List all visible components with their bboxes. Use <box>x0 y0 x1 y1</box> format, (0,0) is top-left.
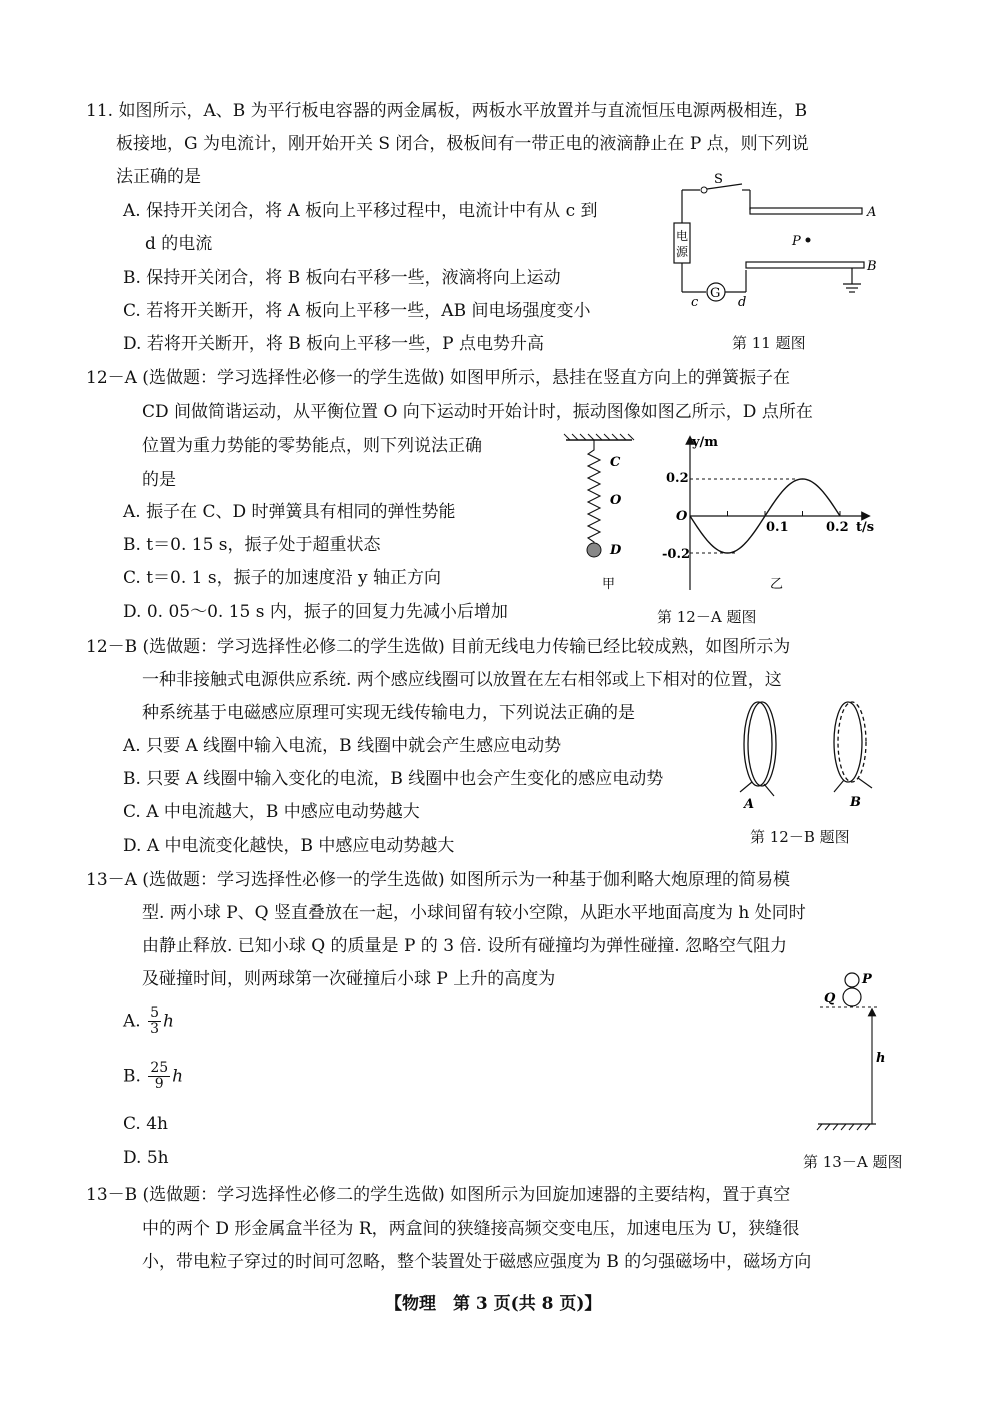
q13a-line-1: 13－A (选做题：学习选择性必修一的学生选做) 如图所示为一种基于伽利略大炮原理的简易模 <box>86 870 790 890</box>
q12b-coils-figure <box>728 696 888 814</box>
q13a-line-4: 及碰撞时间，则两球第一次碰撞后小球 P 上升的高度为 <box>142 969 556 989</box>
q12b-option-b: B. 只要 A 线圈中输入变化的电流，B 线圈中也会产生变化的感应电动势 <box>123 769 664 789</box>
q13a-option-a <box>123 1006 174 1038</box>
q11-label-p: P <box>792 234 801 249</box>
q12a-label-d: D <box>610 543 622 558</box>
q12b-option-c: C. A 中电流越大，B 中感应电动势越大 <box>123 802 420 822</box>
q11-label-c: c <box>691 295 699 310</box>
q13a-line-2: 型. 两小球 P、Q 竖直叠放在一起，小球间留有较小空隙，从距水平地面高度为 h 处同时 <box>142 903 806 923</box>
q11-option-a: A. 保持开关闭合，将 A 板向上平移过程中，电流计中有从 c 到 <box>123 201 598 221</box>
q12b-option-d: D. A 中电流变化越快，B 中感应电动势越大 <box>123 836 455 856</box>
q13a-option-a-den: 3 <box>150 1021 160 1038</box>
q13a-label-q: Q <box>824 991 836 1006</box>
q12a-figure-caption: 第 12－A 题图 <box>657 608 757 626</box>
q12a-line-2: CD 间做简谐运动，从平衡位置 O 向下运动时开始计时，振动图像如图乙所示，D 点所在 <box>142 402 813 422</box>
q12a-label-c: C <box>610 455 621 470</box>
q12a-line-4: 的是 <box>142 470 176 490</box>
q12a-option-a: A. 振子在 C、D 时弹簧具有相同的弹性势能 <box>123 502 456 522</box>
q13a-option-b-num: 25 <box>150 1060 169 1076</box>
q12a-option-b: B. t＝0. 15 s，振子处于超重状态 <box>123 535 381 555</box>
chart-ylabel: y/m <box>692 435 719 450</box>
chart-ytick-pos: 0.2 <box>666 471 689 486</box>
q11-label-g: G <box>710 286 721 301</box>
q12a-vibration-chart <box>648 432 888 602</box>
q13a-figure-caption: 第 13－A 题图 <box>803 1153 903 1171</box>
q12a-label-jia: 甲 <box>602 577 616 592</box>
q12a-spring-figure <box>560 432 640 592</box>
q13a-option-a-num: 5 <box>150 1005 160 1021</box>
q13a-balls-figure <box>814 966 894 1132</box>
q11-label-source-1: 电 <box>676 229 689 243</box>
q11-label-a: A <box>867 205 877 220</box>
q13a-option-d: D. 5h <box>123 1148 169 1168</box>
q11-label-source-2: 源 <box>676 245 689 259</box>
q12b-label-b: B <box>850 795 861 810</box>
q13a-option-b <box>123 1061 183 1093</box>
q11-line-3: 法正确的是 <box>116 167 201 187</box>
q11-line-2: 板接地，G 为电流计，刚开始开关 S 闭合，极板间有一带正电的液滴静止在 P 点，则下列说 <box>116 134 809 154</box>
q13a-option-a-suffix: h <box>163 1011 174 1032</box>
q12b-line-1: 12－B (选做题：学习选择性必修二的学生选做) 目前无线电力传输已经比较成熟，如图所示为 <box>86 637 791 657</box>
q11-line-1: 11. 如图所示，A、B 为平行板电容器的两金属板，两板水平放置并与直流恒压电源两极相连，B <box>86 101 808 121</box>
q11-figure-caption: 第 11 题图 <box>732 334 806 352</box>
q11-circuit-figure <box>662 168 884 318</box>
q12a-option-d: D. 0. 05～0. 15 s 内，振子的回复力先减小后增加 <box>123 602 508 622</box>
q12b-option-a: A. 只要 A 线圈中输入电流，B 线圈中就会产生感应电动势 <box>123 736 562 756</box>
q13b-line-2: 中的两个 D 形金属盒半径为 R，两盒间的狭缝接高频交变电压，加速电压为 U，狭缝很 <box>142 1219 800 1239</box>
chart-ytick-neg: -0.2 <box>662 547 691 562</box>
q13a-label-h: h <box>876 1051 886 1066</box>
q11-label-d: d <box>738 295 747 310</box>
q13a-option-c: C. 4h <box>123 1114 168 1134</box>
q13a-line-3: 由静止释放. 已知小球 Q 的质量是 P 的 3 倍. 设所有碰撞均为弹性碰撞. 忽略空气阻力 <box>142 936 788 956</box>
q13a-option-b-prefix: B. <box>123 1066 141 1087</box>
q12a-option-c: C. t＝0. 1 s，振子的加速度沿 y 轴正方向 <box>123 568 442 588</box>
q12b-label-a: A <box>744 797 755 812</box>
page-footer: 【物理 第 3 页(共 8 页)】 <box>385 1294 602 1314</box>
q13a-option-b-den: 9 <box>154 1076 164 1093</box>
q12b-line-3: 种系统基于电磁感应原理可实现无线传输电力，下列说法正确的是 <box>142 703 635 723</box>
q12a-label-o: O <box>610 493 622 508</box>
q12a-line-1: 12－A (选做题：学习选择性必修一的学生选做) 如图甲所示，悬挂在竖直方向上的弹簧振子在 <box>86 368 790 388</box>
q11-label-b: B <box>867 259 877 274</box>
q11-option-d: D. 若将开关断开，将 B 板向上平移一些，P 点电势升高 <box>123 334 544 354</box>
q13a-option-b-fraction <box>148 1061 170 1093</box>
chart-origin: O <box>676 509 688 524</box>
q11-option-b: B. 保持开关闭合，将 B 板向右平移一些，液滴将向上运动 <box>123 268 561 288</box>
q12a-line-3: 位置为重力势能的零势能点，则下列说法正确 <box>142 436 482 456</box>
q12a-label-yi: 乙 <box>770 577 784 592</box>
chart-xtick-1: 0.1 <box>766 520 789 535</box>
q12b-line-2: 一种非接触式电源供应系统. 两个感应线圈可以放置在左右相邻或上下相对的位置，这 <box>142 670 782 690</box>
q13a-option-a-prefix: A. <box>123 1011 141 1032</box>
q13b-line-1: 13－B (选做题：学习选择性必修二的学生选做) 如图所示为回旋加速器的主要结构，置于真空 <box>86 1185 791 1205</box>
q12b-figure-caption: 第 12－B 题图 <box>750 828 850 846</box>
q13b-line-3: 小，带电粒子穿过的时间可忽略，整个装置处于磁感应强度为 B 的匀强磁场中，磁场方向 <box>142 1252 812 1272</box>
q11-option-a-cont: d 的电流 <box>145 234 213 254</box>
chart-xtick-2: 0.2 <box>826 520 849 535</box>
q11-label-s: S <box>714 172 723 187</box>
q13a-option-b-suffix: h <box>172 1066 184 1087</box>
chart-xlabel: t/s <box>856 520 875 535</box>
q11-option-c: C. 若将开关断开，将 A 板向上平移一些，AB 间电场强度变小 <box>123 301 591 321</box>
q13a-label-p: P <box>862 972 872 987</box>
q13a-option-a-fraction <box>148 1006 161 1038</box>
